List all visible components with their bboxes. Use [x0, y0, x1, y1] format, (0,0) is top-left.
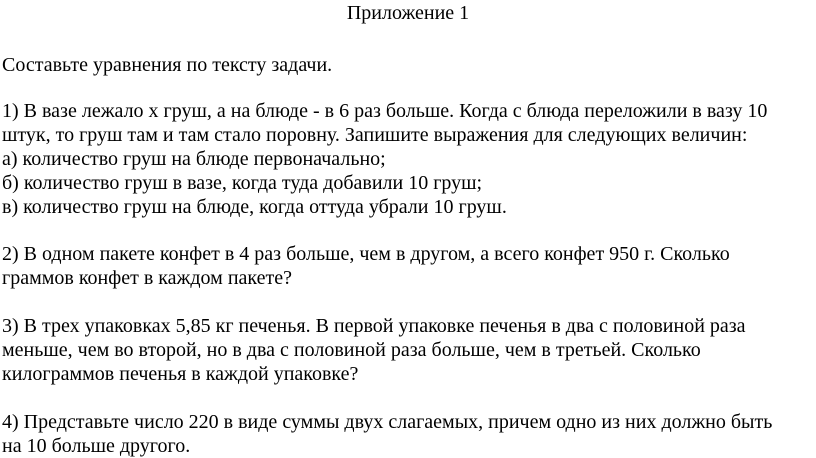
page-title: Приложение 1: [346, 2, 470, 24]
task1-line2: штук, то груш там и там стало поровну. Запишите выражения для следующих величин:: [2, 124, 748, 146]
task1-item-b: б) количество груш в вазе, когда туда добавили 10 груш;: [2, 172, 483, 194]
task3-line2: меньше, чем во второй, но в два с половиной раза больше, чем в третьей. Сколько: [2, 339, 701, 361]
task3-line3: килограммов печенья в каждой упаковке?: [2, 363, 359, 385]
task2-line2: граммов конфет в каждом пакете?: [2, 267, 292, 289]
instruction-text: Составьте уравнения по тексту задачи.: [2, 54, 333, 76]
task3-line1: 3) В трех упаковках 5,85 кг печенья. В первой упаковке печенья в два с половиной раза: [2, 315, 746, 337]
task2-line1: 2) В одном пакете конфет в 4 раз больше, чем в другом, а всего конфет 950 г. Сколько: [2, 243, 730, 265]
task4-line1: 4) Представьте число 220 в виде суммы двух слагаемых, причем одно из них должно быть: [2, 411, 773, 433]
task1-item-c: в) количество груш на блюде, когда оттуда убрали 10 груш.: [2, 196, 507, 218]
task1-item-a: а) количество груш на блюде первоначально;: [2, 148, 386, 170]
task4-line2: на 10 больше другого.: [2, 435, 191, 457]
task1-line1: 1) В вазе лежало х груш, а на блюде - в 6 раз больше. Когда с блюда переложили в вазу 10: [2, 100, 768, 122]
